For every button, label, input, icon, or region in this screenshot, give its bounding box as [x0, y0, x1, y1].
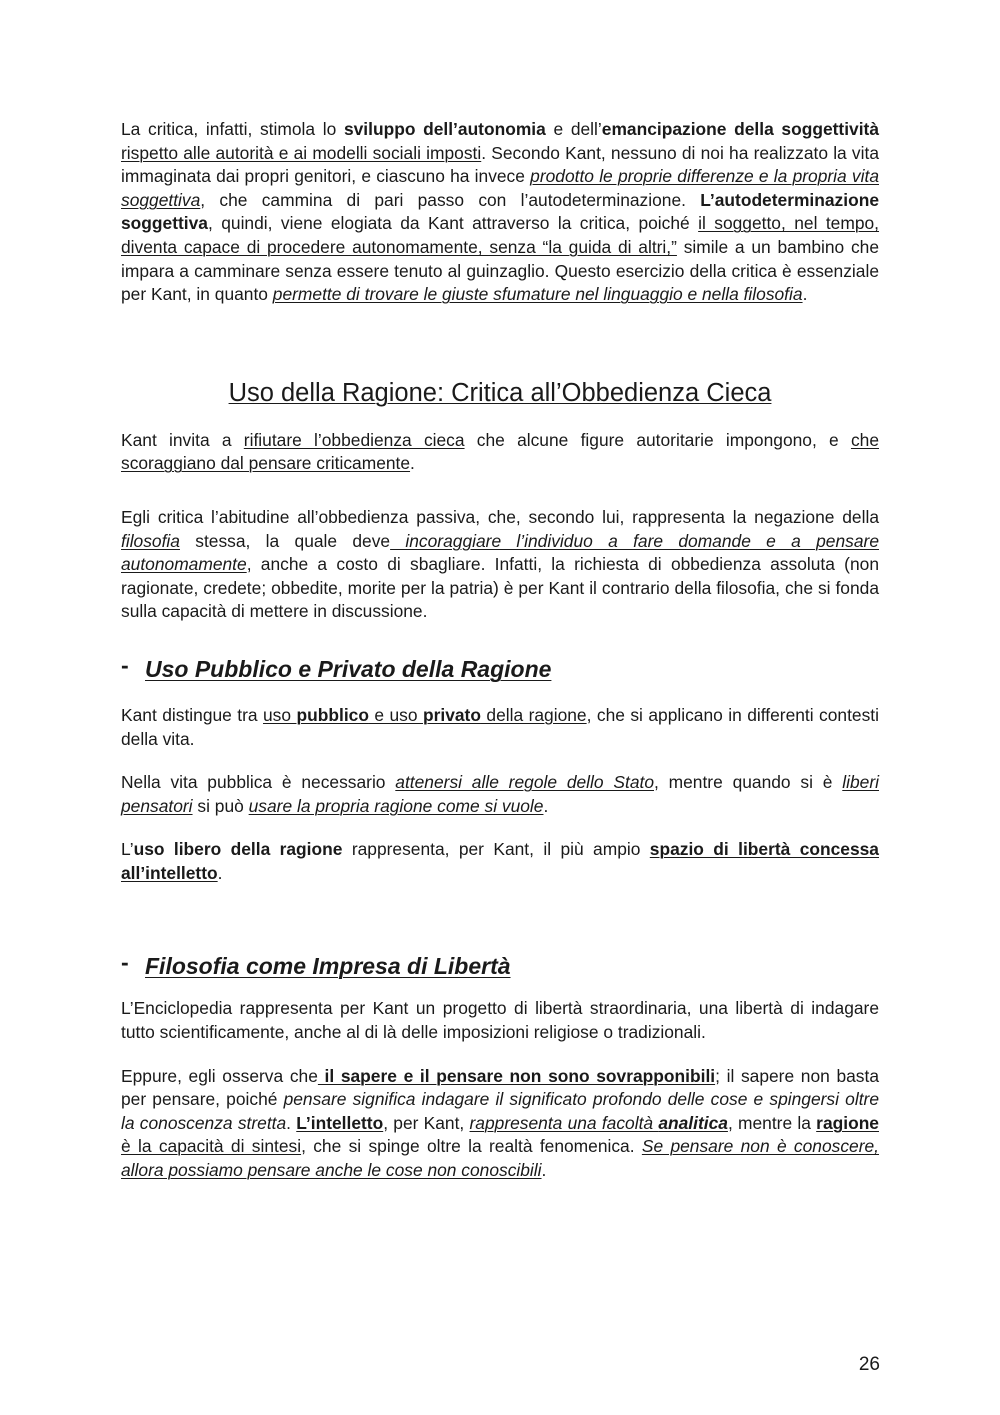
text-span: simile a un bambino che impara a camminare senza essere tenuto al guinzaglio. Questo esercizio della critica è essenziale per Kant, in quanto — [121, 236, 880, 305]
bullet-dash: - — [121, 949, 129, 976]
bold-text: uso libero della ragione — [133, 839, 343, 860]
text-span: Kant distingue tra — [121, 704, 264, 725]
paragraph-sapere-pensare — [121, 1065, 879, 1183]
bold-text: L’autodeterminazione soggettiva — [121, 189, 879, 234]
text-span: Nella vita pubblica è necessario — [121, 772, 396, 793]
underlined-text: è la capacità di sintesi — [121, 1136, 302, 1157]
underlined-bold-text: spazio di libertà concessa all’intelletto — [121, 839, 879, 883]
underlined-text: il soggetto, nel tempo, diventa capace di procedere autonomamente, senza “la guida di altri,” — [121, 213, 880, 257]
underlined-bold-text: il sapere e il pensare non sono sovrapponibili — [317, 1065, 716, 1086]
underlined-italic-text: filosofia — [121, 530, 180, 551]
paragraph-vita-pubblica — [121, 771, 879, 818]
text-span: , quindi, viene elogiata da Kant attraverso la critica, poiché — [207, 213, 699, 234]
underlined-text: rifiutare l’obbedienza cieca — [243, 429, 465, 450]
underlined-italic-text: Se pensare non è conoscere, allora possiamo pensare anche le cose non conoscibili — [121, 1136, 880, 1181]
underlined-italic-text: rappresenta una facoltà — [469, 1112, 659, 1133]
text-span: , anche a costo di sbagliare. Infatti, la richiesta di obbedienza assoluta (non ragionate, credete; obbedite, morite per la patria) è per Kant il contrario della filosofia, che si fonda sulla capacità di mettere in discussione. — [121, 554, 879, 622]
text-span: , per Kant, — [383, 1112, 470, 1133]
text-span: che alcune figure autoritarie impongono, e — [464, 429, 851, 450]
text-span: . — [802, 284, 808, 305]
text-span: , che si spinge oltre la realtà fenomenica. — [301, 1136, 642, 1157]
bullet-dash: - — [121, 651, 129, 678]
text-span: , che si applicano in differenti contesti della vita. — [121, 704, 879, 749]
paragraph-obbedienza-passiva — [121, 506, 879, 624]
underlined-bold-text: ragione — [816, 1112, 879, 1133]
paragraph-uso-libero — [121, 838, 879, 885]
italic-text: pensare significa indagare il significato profondo delle cose e spingersi oltre la conoscenza stretta — [121, 1089, 879, 1133]
paragraph-critica-autonomia — [121, 118, 879, 307]
text-span: Eppure, egli osserva che — [121, 1065, 318, 1086]
section-title-text: Uso della Ragione: Critica all’Obbedienza Cieca — [228, 378, 772, 407]
underlined-bold-text: privato — [422, 704, 481, 725]
subsection-title-filosofia-liberta — [121, 951, 879, 981]
underlined-bold-text: pubblico — [296, 704, 369, 725]
text-span: , che cammina di pari passo con l’autodeterminazione. — [200, 189, 701, 210]
page-content — [121, 118, 879, 1183]
underlined-italic-text: permette di trovare le giuste sfumature nel linguaggio e nella filosofia — [272, 284, 803, 305]
text-span: . — [410, 453, 415, 474]
subsection-title-text: Uso Pubblico e Privato della Ragione — [145, 655, 552, 682]
bold-text: emancipazione della soggettività — [601, 119, 880, 139]
text-span: ; il sapere non basta per pensare, poiché — [121, 1065, 879, 1110]
text-span: Kant invita a — [121, 429, 244, 450]
text-span: stessa, la quale deve — [179, 530, 391, 551]
underlined-text: rispetto alle autorità e ai modelli sociali imposti — [121, 142, 482, 163]
text-span: . Secondo Kant, nessuno di noi ha realizzato la vita immaginata dai propri genitori, e ciascuno ha invece — [121, 142, 879, 187]
paragraph-obbedienza-cieca — [121, 429, 879, 476]
underlined-italic-text: incoraggiare l’individuo a fare domande e a pensare autonomamente — [121, 530, 879, 575]
text-span: , mentre la — [727, 1112, 817, 1133]
section-title — [121, 377, 879, 409]
text-span: . — [217, 862, 223, 883]
subsection-title-text: Filosofia come Impresa di Libertà — [145, 953, 511, 980]
paragraph-uso-pubblico-privato — [121, 704, 879, 751]
text-span: L’Enciclopedia rappresenta per Kant un progetto di libertà straordinaria, una libertà di indagare tutto scientificamente, anche al di là delle imposizioni religiose o tradizionali. — [121, 998, 879, 1043]
underlined-text: che scoraggiano dal pensare criticamente — [121, 429, 879, 474]
text-span: . — [286, 1112, 297, 1133]
underlined-text: della ragione — [480, 704, 587, 725]
underlined-italic-text: liberi pensatori — [121, 772, 879, 816]
underlined-italic-text: prodotto le proprie differenze e la propria vita soggettiva — [121, 166, 879, 210]
bold-text: sviluppo dell’autonomia — [343, 119, 546, 139]
text-span: si può — [192, 795, 249, 816]
underlined-italic-text: usare la propria ragione come si vuole — [248, 795, 544, 816]
subsection-title-uso-pubblico — [121, 651, 879, 684]
text-span: e dell’ — [545, 119, 602, 139]
text-span: La critica, infatti, stimola lo — [121, 119, 344, 139]
underlined-text: e uso — [368, 704, 423, 725]
text-span: L’ — [121, 839, 134, 860]
text-span: . — [543, 795, 549, 816]
text-span: Egli critica l’abitudine all’obbedienza passiva, che, secondo lui, rappresenta la negazione della — [121, 506, 879, 527]
paragraph-enciclopedia — [121, 997, 879, 1044]
text-span: , mentre quando si è — [654, 772, 843, 793]
page-number: 26 — [858, 1354, 880, 1375]
underlined-bold-text: L’intelletto — [296, 1112, 384, 1133]
text-span: . — [541, 1160, 547, 1181]
underlined-bold-italic-text: analitica — [658, 1112, 728, 1133]
text-span: rappresenta, per Kant, il più ampio — [342, 839, 650, 860]
underlined-italic-text: attenersi alle regole dello Stato — [395, 772, 654, 793]
underlined-text: uso — [263, 704, 297, 725]
